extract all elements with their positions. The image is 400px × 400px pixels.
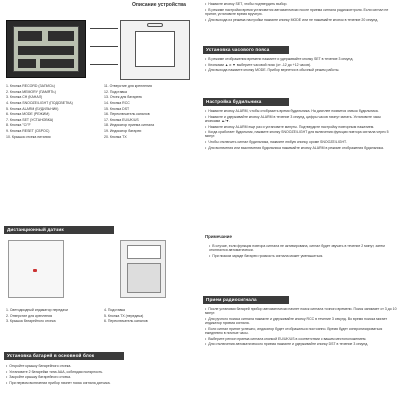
label-b-11: 11. Отверстие для крепления	[104, 84, 152, 88]
timezone-list	[205, 57, 397, 97]
sensor-label-5: 5. Кнопка TX (передача)	[104, 313, 144, 318]
install-section-header: Установка батарей в основной блок	[4, 352, 124, 360]
main-unit-front-diagram	[6, 20, 86, 78]
sensor-label-1: 1. Светодиодный индикатор передачи	[6, 308, 68, 312]
sensor-labels-b	[104, 308, 196, 338]
radio-item: • Для ручного поиска сигнала нажмите и удерживайте кнопку RCC в течение 3 секунд. Во время поиска мигает индикатор приема сигнала.	[205, 317, 397, 326]
label-b-16: 16. Переключатель каналов	[104, 112, 150, 117]
label-b-17: 17. Кнопка EU/UK/US	[104, 117, 139, 122]
timezone-item: • Кнопками ▲ и ▼ выберите часовой пояс (от -12 до +12 часов).	[205, 63, 397, 67]
sensor-battery-door	[127, 263, 161, 293]
sensor-labels-a	[6, 308, 98, 338]
install-item: • Закройте крышку батарейного отсека.	[6, 375, 194, 379]
sensor-label-2: 2. Отверстие для крепления	[6, 313, 53, 318]
radio-item: • После установки батарей прибор автоматически начнет поиск сигнала точного времени. Поиск занимает от 3 до 10 минут.	[205, 307, 397, 316]
right-column	[203, 0, 400, 400]
label-a-5: 5. Кнопка ALARM (БУДИЛЬНИК)	[6, 106, 59, 111]
note-list	[209, 244, 397, 288]
alarm-item: • Чтобы отключить сигнал будильника, нажмите любую кнопку, кроме SNOOZE/LIGHT.	[205, 140, 397, 144]
label-b-15: 15. Кнопка DST	[104, 106, 130, 111]
sensor-label-6: 6. Переключатель каналов	[104, 319, 148, 324]
label-b-14: 14. Кнопка RCC	[104, 100, 130, 105]
led-indicator	[33, 269, 37, 272]
radio-item: • Выберите регион приема сигнала кнопкой EU/UK/US в соответствии с вашим местоположением.	[205, 337, 397, 341]
alarm-section-header: Настройка будильника	[203, 98, 289, 106]
label-a-4: 4. Кнопка SNOOZE/LIGHT (ПОДСВЕТКА)	[6, 100, 73, 105]
install-item: • Установите 2 батарейки типа AAA, соблюдая полярность.	[6, 370, 194, 374]
install-item: • При первом включении прибор начнет поиск сигнала датчика.	[6, 381, 194, 385]
sensor-section-header: Дистанционный датчик	[4, 226, 114, 234]
lcd-display	[13, 26, 79, 72]
alarm-item: • Нажмите кнопку ALARM, чтобы отобразить время будильника. На дисплее появится значок будильника.	[205, 109, 397, 113]
label-a-10: 10. Крышка отсека питания	[6, 134, 51, 139]
label-b-12: 12. Подставка	[104, 89, 127, 94]
timezone-section-header: Установка часового пояса	[203, 46, 289, 54]
label-b-18: 18. Индикатор приема сигнала	[104, 123, 155, 128]
battery-compartment	[135, 31, 175, 67]
alarm-item: • Нажмите кнопку ALARM еще раз и установите минуты. Подтвердите настройку повторным нажатием.	[205, 125, 397, 129]
radio-section-header: Прием радиосигнала	[203, 296, 289, 304]
alarm-item: • Для включения или выключения будильника нажимайте кнопку ALARM в режиме отображения будильника.	[205, 146, 397, 150]
note-header: Примечание	[205, 234, 232, 239]
note-item: • В случае, если функция повтора сигнала не активирована, сигнал будет звучать в течение 2 минут, затем отключится автоматически.	[209, 244, 397, 253]
radio-item: • Если сигнал принят успешно, индикатор будет отображаться постоянно. Время будет синхронизироваться ежедневно в ночные часы.	[205, 327, 397, 336]
intro-item: • Нажмите кнопку SET, чтобы подтвердить выбор.	[205, 2, 397, 6]
note-item: • При низком заряде батареи громкость сигнала может уменьшиться.	[209, 254, 397, 258]
top-header: Описание устройства	[132, 2, 186, 8]
timezone-item: • В режиме отображения времени нажмите и удерживайте кнопку SET в течение 3 секунд.	[205, 57, 397, 61]
timezone-item: • Для выхода нажмите кнопку MODE. Прибор вернется в обычный режим работы.	[205, 68, 397, 72]
sensor-front-image	[8, 240, 64, 298]
hanging-hole	[147, 23, 163, 27]
intro-item: • Для выхода из режима настройки нажмите кнопку MODE или не нажимайте кнопок в течение 20 секунд.	[205, 18, 397, 22]
label-a-8: 8. Кнопка °C/°F	[6, 123, 31, 128]
alarm-item: • Нажмите и удерживайте кнопку ALARM в течение 3 секунд, цифры часов начнут мигать. Установите часы кнопками ▲/▼.	[205, 115, 397, 124]
intro-item: • В режиме настройки время установится автоматически после приема сигнала радиоконтроля. Если сигнал не принят, установите время вручную.	[205, 8, 397, 17]
label-b-13: 13. Отсек для батареек	[104, 95, 142, 100]
labels-column-b	[104, 84, 196, 156]
main-unit-back-diagram	[120, 20, 190, 80]
label-a-7: 7. Кнопка SET (УСТАНОВКА)	[6, 117, 54, 122]
right-intro	[205, 2, 397, 46]
install-list	[6, 364, 194, 398]
sensor-label-3: 3. Крышка батарейного отсека	[6, 319, 56, 324]
radio-list	[205, 307, 397, 399]
sensor-back-image	[120, 240, 166, 298]
label-a-3: 3. Кнопка CH (КАНАЛ)	[6, 95, 43, 100]
sensor-label-4: 4. Подставка	[104, 308, 125, 312]
radio-item: • Для отключения автоматического приема нажмите и удерживайте кнопку DST в течение 3 секунд.	[205, 342, 397, 346]
alarm-list	[205, 109, 397, 229]
alarm-item: • Когда сработает будильник, нажмите кнопку SNOOZE/LIGHT для включения функции повтора сигнала через 5 минут.	[205, 130, 397, 139]
label-a-2: 2. Кнопка MEMORY (ПАМЯТЬ)	[6, 89, 56, 94]
install-item: • Откройте крышку батарейного отсека.	[6, 364, 194, 368]
label-b-20: 20. Кнопка TX	[104, 134, 127, 139]
label-b-19: 19. Индикатор батареи	[104, 129, 142, 134]
label-a-9: 9. Кнопка RESET (СБРОС)	[6, 129, 50, 134]
labels-column-a	[6, 84, 98, 156]
left-column	[0, 0, 198, 400]
label-a-1: 1. Кнопка RECORD (ЗАПИСЬ)	[6, 84, 55, 88]
label-a-6: 6. Кнопка MODE (РЕЖИМ)	[6, 112, 50, 117]
